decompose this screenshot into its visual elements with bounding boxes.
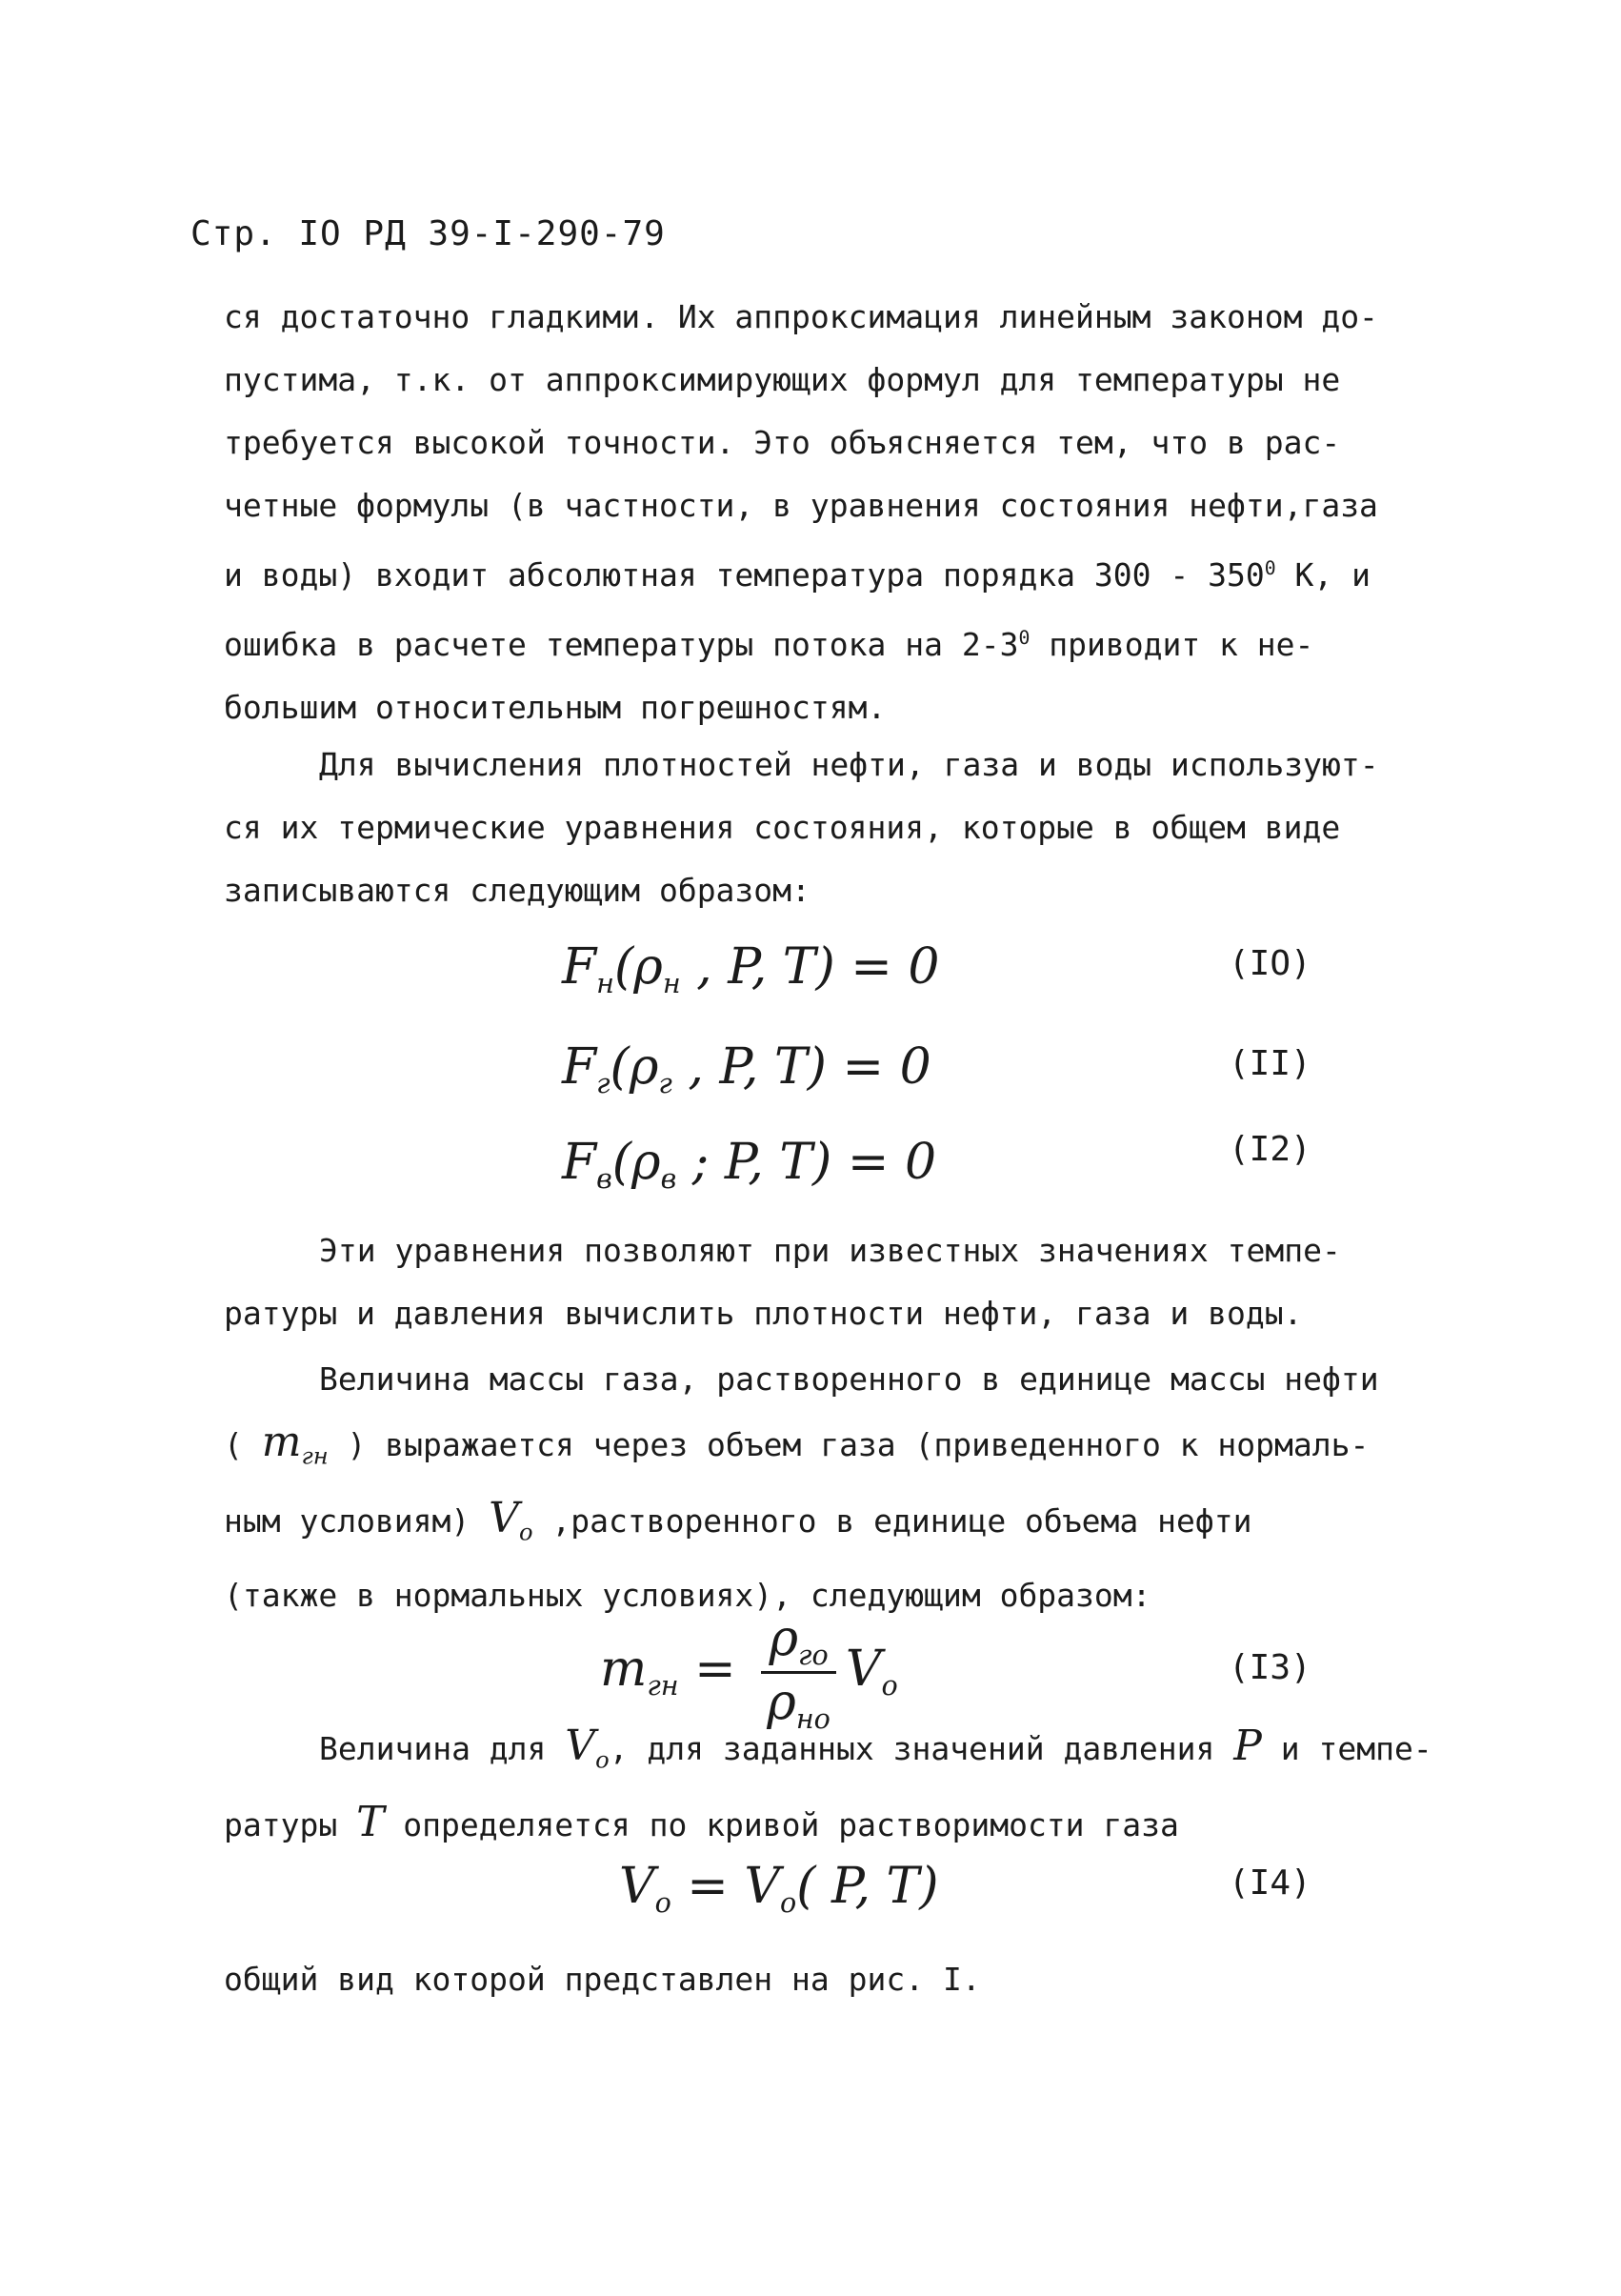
text-segment: определяется по кривой растворимости газа — [384, 1806, 1179, 1844]
text-segment: ратуры — [224, 1806, 357, 1844]
text-line: четные формулы (в частности, в уравнения состояния нефти,газа — [224, 487, 1378, 524]
eq-rest: , P, T) = 0 — [671, 1038, 931, 1096]
equation-11 — [0, 1038, 1621, 1115]
text-line: общий вид которой представлен на рис. I. — [224, 1961, 981, 1998]
equation-expression — [619, 1858, 938, 1919]
text-segment: ,растворенного в единице объема нефти — [532, 1502, 1252, 1541]
eq-subscript: го — [798, 1639, 829, 1671]
text-line — [224, 1715, 1432, 1791]
equation-number: (IO) — [1229, 944, 1311, 983]
text-line: записываются следующим образом: — [224, 872, 810, 909]
paragraph-3 — [224, 1219, 1424, 1345]
text-line: (также в нормальных условиях), следующим образом: — [224, 1576, 1151, 1614]
paragraph-1 — [224, 286, 1424, 739]
text-line — [224, 1411, 1424, 1487]
text-line: пустима, т.к. от аппроксимирующих формул для температуры не — [224, 361, 1341, 398]
text-segment: ) выражается через объем газа (приведенного к нормаль- — [328, 1426, 1370, 1463]
eq-subscript: н — [662, 967, 681, 999]
equation-number: (I4) — [1229, 1863, 1311, 1903]
symbol-subscript: гн — [301, 1442, 329, 1470]
eq-subscript: o — [779, 1886, 797, 1919]
equation-expression: $F_г(\rho_г$ , P, T) = 0 — [562, 1038, 931, 1099]
symbol-subscript: o — [595, 1746, 610, 1774]
symbol-subscript: o — [518, 1519, 533, 1546]
equation-number: (II) — [1229, 1044, 1311, 1083]
eq-symbol: = V — [670, 1858, 780, 1915]
page-header: Стр. IO РД 39-I-290-79 — [190, 214, 666, 253]
text-line — [224, 1791, 1424, 1857]
eq-symbol: F — [562, 938, 597, 996]
symbol-letter: V — [565, 1722, 596, 1770]
equation-12 — [0, 1130, 1621, 1210]
symbol-letter: V — [489, 1494, 519, 1543]
equation-10 — [0, 938, 1621, 1015]
text-line: Величина массы газа, растворенного в единице массы нефти — [319, 1360, 1379, 1398]
text-segment: Величина для — [319, 1730, 566, 1767]
text-line: требуется высокой точности. Это объясняется тем, что в рас- — [224, 424, 1341, 461]
eq-symbol: F — [562, 1134, 597, 1191]
symbol-m — [261, 1418, 329, 1470]
text-segment: ( — [224, 1426, 262, 1463]
degree-superscript: 0 — [1018, 626, 1031, 649]
equation-expression: $F_в(\rho_в$ ; P, T) = 0 — [562, 1134, 937, 1195]
text-segment: ошибка в расчете температуры потока на 2-3 — [224, 625, 1019, 663]
paragraph-6 — [224, 1948, 1424, 2011]
equation-14 — [0, 1858, 1621, 1934]
text-line — [224, 1487, 1424, 1563]
text-line — [224, 537, 1424, 607]
eq-operator: = — [678, 1641, 752, 1698]
text-line: большим относительным погрешностям. — [224, 688, 887, 726]
eq-symbol: ρ — [769, 1610, 799, 1667]
symbol-v0 — [565, 1722, 610, 1774]
text-segment: и воды) входит абсолютная температура порядка 300 - 350 — [224, 555, 1265, 594]
text-segment: ным условиям) — [224, 1502, 490, 1541]
text-segment: и темпе- — [1261, 1730, 1432, 1767]
eq-symbol: V — [845, 1641, 882, 1698]
eq-rest: ; P, T) = 0 — [676, 1134, 937, 1191]
paragraph-4 — [224, 1348, 1424, 1627]
eq-subscript: н — [596, 967, 614, 999]
text-line: ся достаточно гладкими. Их аппроксимация линейным законом до- — [224, 298, 1378, 335]
eq-symbol: ρ — [631, 1134, 661, 1191]
eq-subscript: o — [654, 1886, 671, 1919]
text-line — [224, 607, 1424, 676]
text-line: Для вычисления плотностей нефти, газа и воды используют- — [319, 746, 1379, 783]
eq-symbol: F — [562, 1038, 597, 1096]
equation-number: (I2) — [1229, 1130, 1311, 1169]
eq-rest: ( P, T) — [796, 1858, 939, 1915]
eq-symbol: ρ — [629, 1038, 659, 1096]
fraction-numerator — [761, 1610, 836, 1674]
eq-symbol: m — [600, 1641, 648, 1698]
eq-subscript: г — [658, 1067, 672, 1099]
symbol-p: P — [1233, 1722, 1262, 1770]
paragraph-5 — [224, 1715, 1432, 1857]
eq-symbol: ρ — [633, 938, 663, 996]
equation-13 — [0, 1610, 1621, 1735]
symbol-v0 — [489, 1494, 533, 1546]
text-segment: приводит к не- — [1030, 625, 1314, 663]
text-line: Эти уравнения позволяют при известных значениях темпе- — [319, 1232, 1341, 1269]
symbol-letter: m — [261, 1418, 302, 1466]
text-line: ратуры и давления вычислить плотности нефти, газа и воды. — [224, 1295, 1303, 1332]
eq-symbol: ρ — [767, 1674, 796, 1731]
eq-subscript: o — [881, 1669, 898, 1702]
eq-subscript: в — [596, 1162, 612, 1195]
eq-subscript: в — [660, 1162, 677, 1195]
eq-subscript: но — [795, 1702, 831, 1735]
eq-subscript: г — [596, 1067, 610, 1099]
symbol-t: T — [356, 1798, 385, 1847]
eq-subscript: гн — [647, 1669, 679, 1702]
eq-symbol: V — [619, 1858, 655, 1915]
text-line: ся их термические уравнения состояния, которые в общем виде — [224, 809, 1341, 846]
equation-number: (I3) — [1229, 1648, 1311, 1687]
eq-rest: , P, T) = 0 — [680, 938, 940, 996]
text-segment: , для заданных значений давления — [609, 1730, 1234, 1767]
text-segment: К, и — [1275, 555, 1371, 594]
paragraph-2 — [224, 734, 1424, 922]
degree-superscript: 0 — [1264, 557, 1276, 579]
equation-expression: $F_н(\rho_н$ , P, T) = 0 — [562, 938, 940, 999]
